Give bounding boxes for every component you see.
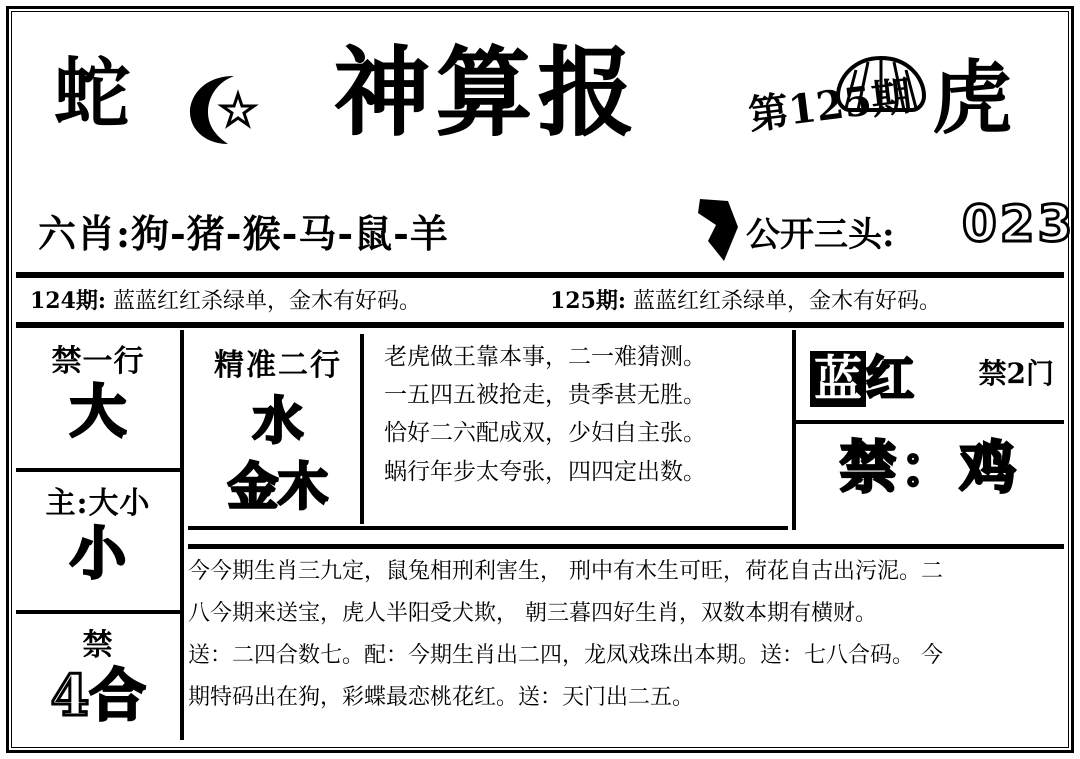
zodiac-right-label: 虎 — [932, 51, 1012, 145]
bottom-paragraph-4: 期特码出在狗，彩蝶最恋桃花红。送：天门出二五。 — [188, 685, 695, 711]
color-ban-group — [810, 340, 914, 409]
ban-cell-row-2 — [16, 478, 180, 614]
color-ban-red: 红 — [866, 351, 915, 407]
open-three-label: 公开三头: — [746, 215, 895, 255]
period-text-current: 蓝蓝红红杀绿单，金木有好码。 — [633, 288, 942, 314]
period-summary-row — [16, 278, 1064, 320]
color-ban-blue: 蓝 — [810, 351, 866, 407]
masthead — [16, 18, 1064, 168]
ban-value-1: 大 — [70, 379, 126, 445]
ban-cell-row-1 — [16, 336, 180, 472]
zodiac-left-label: 蛇 — [54, 49, 128, 138]
seashell-icon — [836, 56, 926, 112]
bottom-paragraph-2: 八今期来送宝，虎人半阳受犬欺， 朝三暮四好生肖，双数本期有横财。 — [188, 601, 877, 627]
period-number-previous: 124期: — [30, 287, 107, 314]
bottom-text-block — [188, 552, 1064, 742]
precise-line-1: 水 — [253, 391, 303, 450]
issue-number: 第125期 — [746, 72, 915, 140]
precise-line-2: 金木 — [228, 456, 328, 516]
period-entry-previous — [30, 284, 550, 315]
brush-stroke-icon — [694, 197, 744, 263]
period-number-current: 125期: — [550, 287, 627, 314]
period-text-previous: 蓝蓝红红杀绿单，金木有好码。 — [113, 288, 422, 314]
bottom-paragraph-3: 送：二四合数七。配：今期生肖出二四，龙凤戏珠出本期。送：七八合码。 今 — [188, 643, 943, 669]
bottom-paragraph-1: 今今期生肖三九定，鼠兔相刑利害生， 刑中有木生可旺，荷花自古出污泥。二 — [188, 559, 943, 584]
right-ban-column — [792, 330, 1064, 530]
poem-line-3: 恰好二六配成双，少妇自主张。 — [384, 420, 706, 447]
divider-middle — [16, 322, 1064, 328]
headline-band — [16, 195, 1076, 267]
gate-ban-label: 禁2门 — [978, 357, 1054, 390]
zodiac-ban-value: 鸡 — [960, 435, 1020, 501]
open-three-numbers: 023 — [962, 195, 1076, 253]
ban-title-1: 禁一行 — [51, 344, 145, 379]
divider-bottom — [188, 544, 1064, 549]
poem-line-4: 蜗行年步太夸张，四四定出数。 — [384, 458, 706, 485]
poem-line-1: 老虎做王靠本事，二一难猜测。 — [384, 344, 706, 370]
ban-title-2: 主:大小 — [45, 486, 151, 521]
crescent-moon-star-icon — [176, 68, 272, 148]
poem-section — [188, 330, 788, 530]
six-zodiac-line: 六肖:狗-猪-猴-马-鼠-羊 — [38, 211, 449, 256]
ban-value-2: 小 — [70, 521, 126, 587]
poem-line-2: 一五四五被抢走，贵季甚无胜。 — [384, 382, 706, 409]
zodiac-ban-prefix: 禁： — [840, 435, 960, 501]
page-title: 神算报 — [334, 36, 640, 149]
precise-title: 精准二行 — [214, 348, 342, 383]
ban-title-3: 禁 — [82, 628, 114, 663]
precise-two-lines-box — [196, 334, 364, 524]
color-ban-row — [796, 330, 1064, 424]
ban-value-3: 4合 — [50, 663, 146, 729]
zodiac-ban-row — [796, 424, 1064, 526]
poem-block — [384, 338, 784, 491]
ban-cell-row-3 — [16, 620, 180, 756]
period-entry-current — [550, 284, 941, 315]
left-ban-column — [16, 330, 184, 740]
zodiac-ban-text — [796, 424, 1064, 514]
